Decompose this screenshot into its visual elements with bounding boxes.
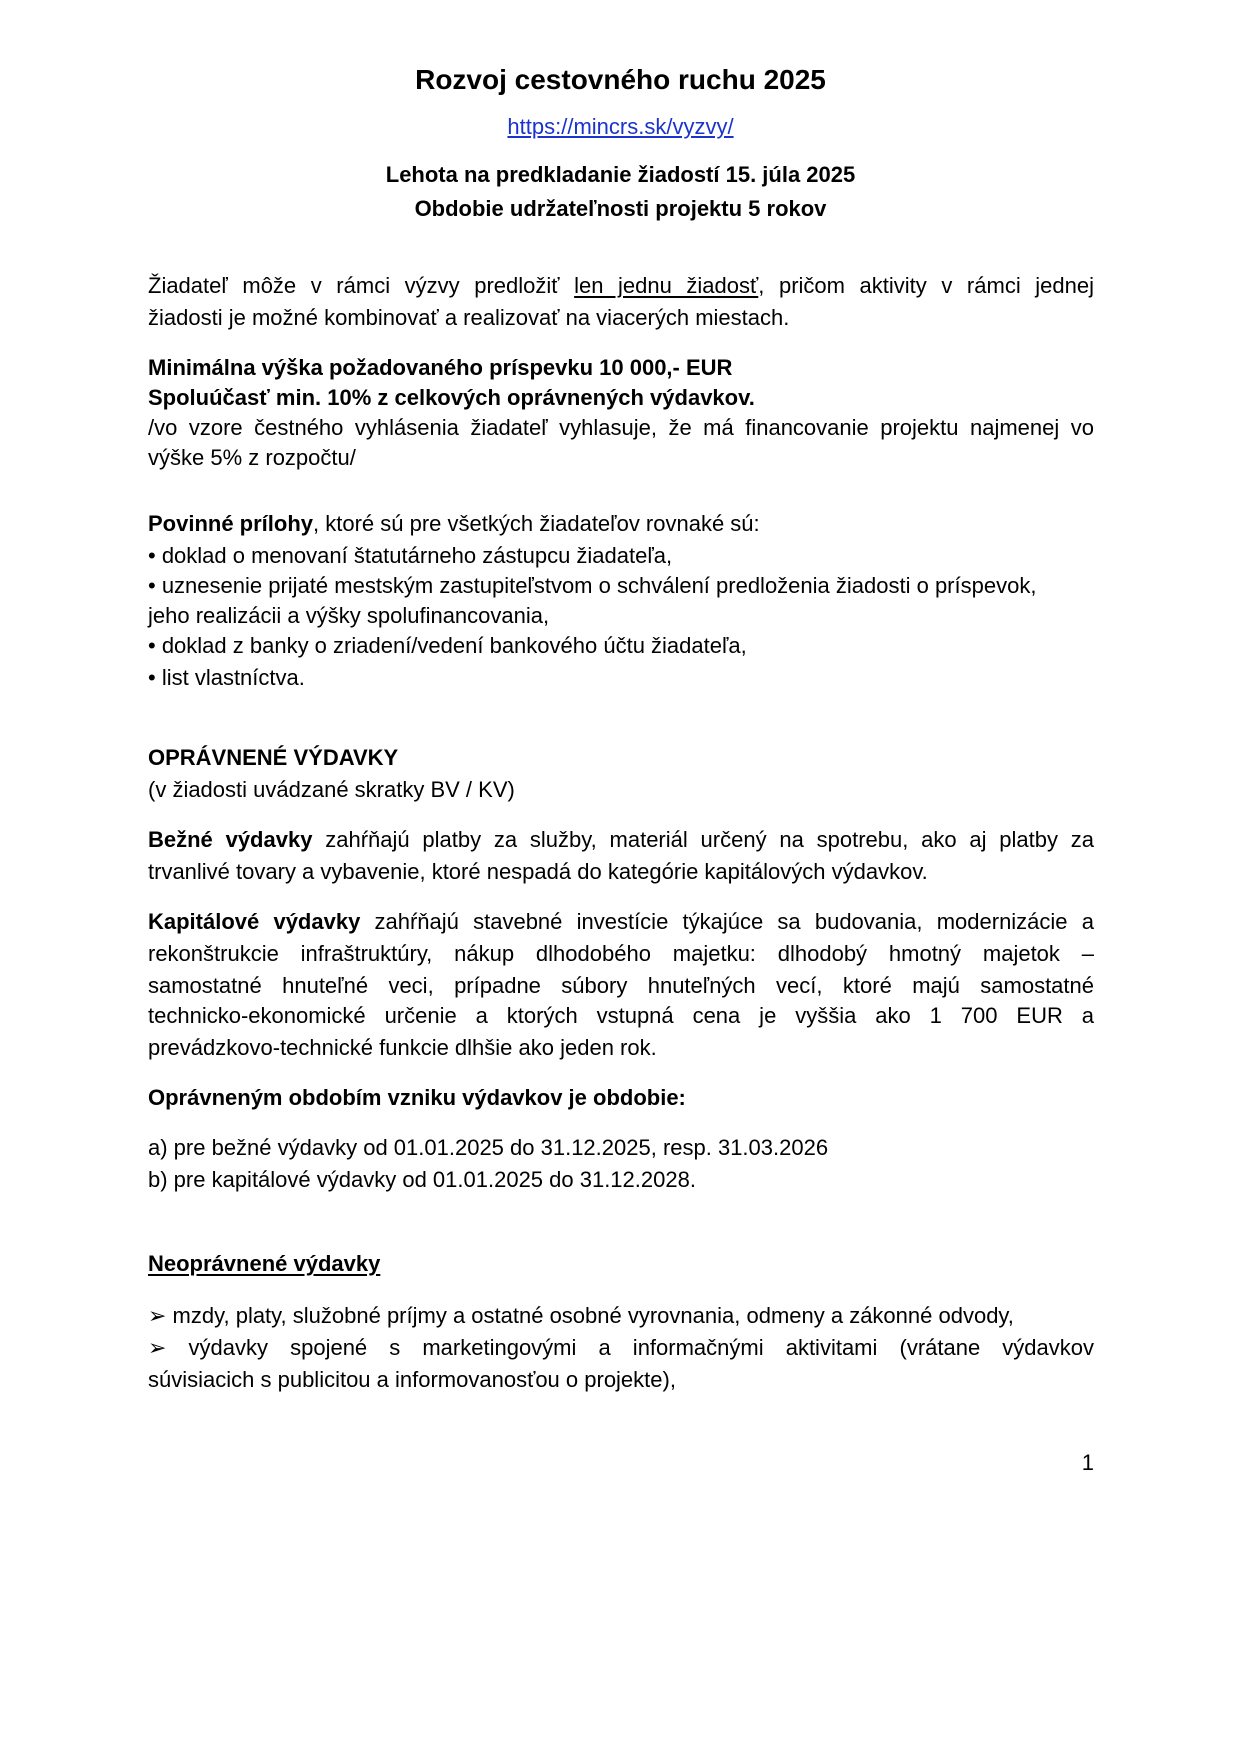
min-contribution-text: Minimálna výška požadovaného príspevku 10 000,- EUR xyxy=(148,355,733,380)
capital-expenses-line-4: technicko-ekonomické určenie a ktorých vstupná cena je vyššia ako 1 700 EUR a xyxy=(148,1003,1094,1028)
attachments-heading-bold: Povinné prílohy xyxy=(148,511,314,536)
intro-underlined-one-application: len jednu žiadosť xyxy=(574,273,759,298)
url-line xyxy=(0,112,1241,142)
current-expenses-line-1 xyxy=(148,822,1094,858)
page-number: 1 xyxy=(1081,1450,1094,1475)
ineligible-heading-text: Neoprávnené výdavky xyxy=(148,1251,381,1276)
intro-line-1 xyxy=(148,268,1094,304)
cofinancing-text: Spoluúčasť min. 10% z celkových oprávnených výdavkov. xyxy=(148,385,755,410)
ineligible-item-2-line-1 xyxy=(148,1330,1094,1366)
sustainability-line: Obdobie udržateľnosti projektu 5 rokov xyxy=(414,196,827,221)
eligible-period-a: a) pre bežné výdavky od 01.01.2025 do 31.12.2025, resp. 31.03.2026 xyxy=(148,1135,829,1160)
eligible-period-heading-text: Oprávneným obdobím vzniku výdavkov je obdobie: xyxy=(148,1085,686,1110)
ineligible-item-2-text: výdavky spojené s marketingovými a informačnými aktivitami (vrátane výdavkov xyxy=(166,1335,1094,1360)
ineligible-item-1-text: mzdy, platy, služobné príjmy a ostatné osobné vyrovnania, odmeny a zákonné odvody, xyxy=(166,1303,1014,1328)
eligible-period-heading xyxy=(148,1080,1094,1116)
ineligible-item-1 xyxy=(148,1298,1094,1334)
arrow-bullet-icon: ➢ xyxy=(148,1335,167,1360)
deadline-line: Lehota na predkladanie žiadostí 15. júla 2025 xyxy=(385,162,856,187)
ineligible-item-2-line-2: súvisiacich s publicitou a informovanosťou o projekte), xyxy=(148,1367,676,1392)
intro-text-b: , pričom aktivity v rámci jednej xyxy=(758,273,1094,298)
attachment-item-3: • doklad z banky o zriadení/vedení bankového účtu žiadateľa, xyxy=(148,633,747,658)
declaration-note-line-1: /vo vzore čestného vyhlásenia žiadateľ vyhlasuje, že má financovanie projektu najmenej vo xyxy=(148,415,1094,440)
intro-text-a: Žiadateľ môže v rámci výzvy predložiť xyxy=(148,273,575,298)
capital-expenses-line-5: prevádzkovo-technické funkcie dlhšie ako jeden rok. xyxy=(148,1035,657,1060)
attachment-item-2-line-2: jeho realizácii a výšky spolufinancovania, xyxy=(148,603,550,628)
document-title: Rozvoj cestovného ruchu 2025 xyxy=(415,64,826,95)
attachment-item-4: • list vlastníctva. xyxy=(148,665,305,690)
ineligible-heading xyxy=(148,1246,1094,1282)
call-url-link[interactable]: https://mincrs.sk/vyzvy/ xyxy=(507,114,734,139)
arrow-bullet-icon: ➢ xyxy=(148,1303,167,1328)
eligible-abbrev: (v žiadosti uvádzané skratky BV / KV) xyxy=(148,777,515,802)
current-expenses-text: zahŕňajú platby za služby, materiál určený na spotrebu, ako aj platby za xyxy=(312,827,1095,852)
attachment-item-2-line-1: • uznesenie prijaté mestským zastupiteľstvom o schválení predloženia žiadosti o príspevok, xyxy=(148,573,1037,598)
attachments-heading xyxy=(148,506,1094,542)
attachment-item-1: • doklad o menovaní štatutárneho zástupcu žiadateľa, xyxy=(148,543,673,568)
eligible-heading-text: OPRÁVNENÉ VÝDAVKY xyxy=(148,745,399,770)
capital-expenses-line-1 xyxy=(148,904,1094,940)
capital-expenses-line-2: rekonštrukcie infraštruktúry, nákup dlhodobého majetku: dlhodobý hmotný majetok – xyxy=(148,941,1094,966)
capital-expenses-text: zahŕňajú stavebné investície týkajúce sa budovania, modernizácie a xyxy=(360,909,1094,934)
attachments-heading-rest: , ktoré sú pre všetkých žiadateľov rovnaké sú: xyxy=(313,511,760,536)
declaration-note-line-2: výške 5% z rozpočtu/ xyxy=(148,445,356,470)
eligible-heading xyxy=(148,740,1094,776)
current-expenses-term: Bežné výdavky xyxy=(148,827,313,852)
eligible-period-b: b) pre kapitálové výdavky od 01.01.2025 do 31.12.2028. xyxy=(148,1167,696,1192)
capital-expenses-line-3: samostatné hnuteľné veci, prípadne súbory hnuteľných vecí, ktoré majú samostatné xyxy=(148,973,1094,998)
current-expenses-line-2: trvanlivé tovary a vybavenie, ktoré nespadá do kategórie kapitálových výdavkov. xyxy=(148,859,928,884)
intro-line-2: žiadosti je možné kombinovať a realizovať na viacerých miestach. xyxy=(148,305,790,330)
capital-expenses-term: Kapitálové výdavky xyxy=(148,909,361,934)
